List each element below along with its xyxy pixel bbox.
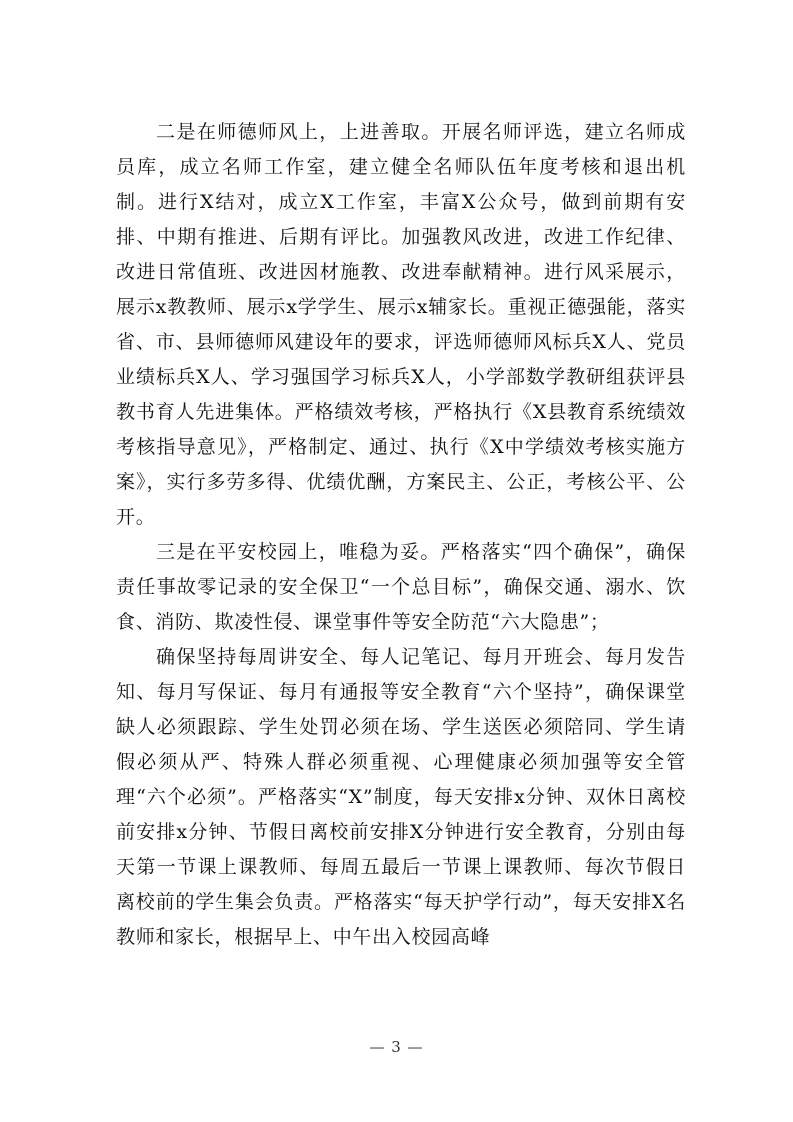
page-number: — 3 — xyxy=(369,1038,424,1056)
paragraph-campus-safety: 三是在平安校园上，唯稳为妥。严格落实“四个确保”，确保责任事故零记录的安全保卫“一个总目标”，确保交通、溺水、饮食、消防、欺凌性侵、课堂事件等安全防范“六大隐患”； xyxy=(116,541,686,633)
document-body xyxy=(116,115,686,955)
paragraph-teacher-ethics: 二是在师德师风上，上进善取。开展名师评选，建立名师成员库，成立名师工作室，建立健全名师队伍年度考核和退出机制。进行X结对，成立X工作室，丰富X公众号，做到前期有安排、中期有推进、后期有评比。加强教风改进，改进工作纪律、改进日常值班、改进因材施教、改进奉献精神。进行风采展示，展示x教教师、展示x学学生、展示x辅家长。重视正德强能，落实省、市、县师德师风建设年的要求，评选师德师风标兵X人、党员业绩标兵X人、学习强国学习标兵X人，小学部数学教研组获评县教书育人先进集体。严格绩效考核，严格执行《X县教育系统绩效考核指导意见》，严格制定、通过、执行《X中学绩效考核实施方案》，实行多劳多得、优绩优酬，方案民主、公正，考核公平、公开。 xyxy=(116,121,686,528)
paragraph-safety-measures: 确保坚持每周讲安全、每人记笔记、每月开班会、每月发告知、每月写保证、每月有通报等安全教育“六个坚持”，确保课堂缺人必须跟踪、学生处罚必须在场、学生送医必须陪同、学生请假必须从严、特殊人群必须重视、心理健康必须加强等安全管理“六个必须”。严格落实“X”制度，每天安排x分钟、双休日离校前安排x分钟、节假日离校前安排X分钟进行安全教育，分别由每天第一节课上课教师、每周五最后一节课上课教师、每次节假日离校前的学生集会负责。严格落实“每天护学行动”，每天安排X名教师和家长，根据早上、中午出入校园高峰 xyxy=(116,646,686,948)
